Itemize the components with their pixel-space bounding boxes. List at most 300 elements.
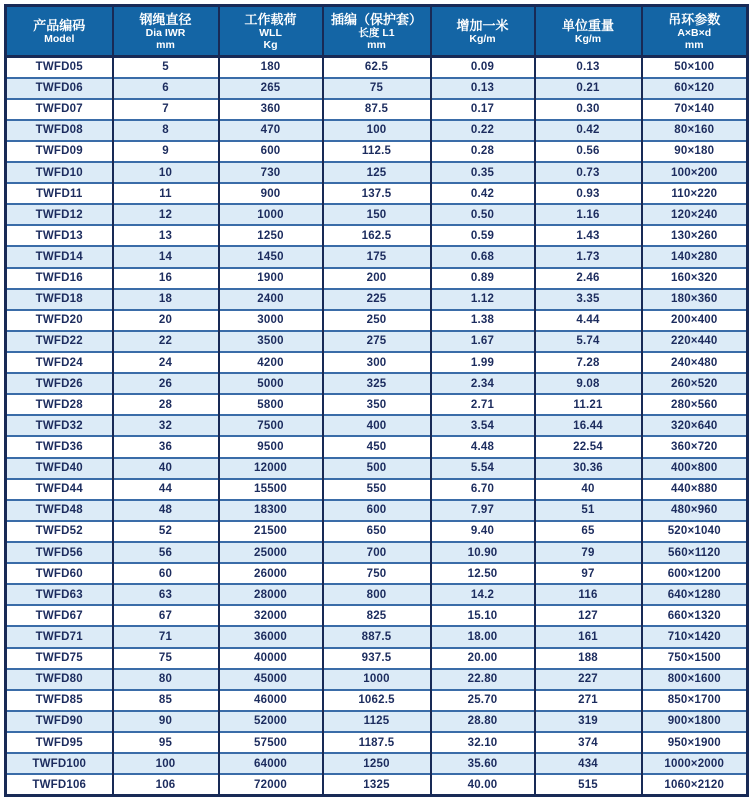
cell-unit-weight: 9.08	[535, 373, 642, 394]
cell-unit-weight: 22.54	[535, 436, 642, 457]
table-row	[6, 162, 748, 183]
table-row	[6, 542, 748, 563]
cell-splice-length: 112.5	[323, 141, 431, 162]
cell-splice-length: 350	[323, 394, 431, 415]
cell-eye-size: 220×440	[642, 331, 748, 352]
cell-unit-weight: 5.74	[535, 331, 642, 352]
cell-splice-length: 700	[323, 542, 431, 563]
col-header-unit-weight	[535, 6, 642, 57]
table-row	[6, 436, 748, 457]
cell-model: TWFD106	[6, 774, 113, 795]
cell-dia: 20	[113, 310, 219, 331]
cell-add-per-meter: 0.35	[431, 162, 535, 183]
cell-unit-weight: 3.35	[535, 289, 642, 310]
cell-model: TWFD95	[6, 732, 113, 753]
cell-dia: 8	[113, 120, 219, 141]
cell-wll: 21500	[219, 521, 323, 542]
cell-unit-weight: 271	[535, 690, 642, 711]
cell-add-per-meter: 15.10	[431, 605, 535, 626]
cell-wll: 64000	[219, 753, 323, 774]
cell-wll: 12000	[219, 458, 323, 479]
cell-wll: 52000	[219, 711, 323, 732]
cell-dia: 5	[113, 57, 219, 78]
col-header-model	[6, 6, 113, 57]
cell-wll: 3000	[219, 310, 323, 331]
cell-add-per-meter: 2.71	[431, 394, 535, 415]
cell-eye-size: 400×800	[642, 458, 748, 479]
table-row	[6, 99, 748, 120]
cell-splice-length: 75	[323, 78, 431, 99]
cell-add-per-meter: 1.38	[431, 310, 535, 331]
cell-wll: 180	[219, 57, 323, 78]
table-row	[6, 774, 748, 795]
table-row	[6, 373, 748, 394]
cell-dia: 85	[113, 690, 219, 711]
col-header-dia	[113, 6, 219, 57]
cell-model: TWFD24	[6, 352, 113, 373]
table-row	[6, 648, 748, 669]
cell-unit-weight: 0.42	[535, 120, 642, 141]
cell-model: TWFD26	[6, 373, 113, 394]
cell-wll: 46000	[219, 690, 323, 711]
cell-wll: 265	[219, 78, 323, 99]
cell-wll: 600	[219, 141, 323, 162]
cell-model: TWFD71	[6, 626, 113, 647]
cell-wll: 57500	[219, 732, 323, 753]
table-row	[6, 753, 748, 774]
cell-splice-length: 825	[323, 605, 431, 626]
cell-eye-size: 560×1120	[642, 542, 748, 563]
table-row	[6, 225, 748, 246]
cell-model: TWFD44	[6, 479, 113, 500]
col-header-wll-line: Kg	[263, 38, 278, 51]
cell-eye-size: 900×1800	[642, 711, 748, 732]
cell-wll: 3500	[219, 331, 323, 352]
cell-splice-length: 200	[323, 268, 431, 289]
cell-model: TWFD60	[6, 563, 113, 584]
cell-unit-weight: 1.73	[535, 246, 642, 267]
cell-eye-size: 710×1420	[642, 626, 748, 647]
cell-wll: 1450	[219, 246, 323, 267]
cell-unit-weight: 0.93	[535, 183, 642, 204]
cell-model: TWFD52	[6, 521, 113, 542]
cell-add-per-meter: 1.99	[431, 352, 535, 373]
cell-wll: 900	[219, 183, 323, 204]
cell-add-per-meter: 4.48	[431, 436, 535, 457]
cell-unit-weight: 161	[535, 626, 642, 647]
cell-wll: 40000	[219, 648, 323, 669]
cell-add-per-meter: 5.54	[431, 458, 535, 479]
cell-eye-size: 110×220	[642, 183, 748, 204]
cell-add-per-meter: 1.12	[431, 289, 535, 310]
table-row	[6, 500, 748, 521]
cell-eye-size: 360×720	[642, 436, 748, 457]
cell-model: TWFD40	[6, 458, 113, 479]
col-header-wll	[219, 6, 323, 57]
cell-splice-length: 650	[323, 521, 431, 542]
col-header-eye-size	[642, 6, 748, 57]
cell-dia: 95	[113, 732, 219, 753]
cell-wll: 1000	[219, 204, 323, 225]
col-header-eye-size-line: A×B×d	[677, 26, 712, 39]
cell-model: TWFD07	[6, 99, 113, 120]
cell-model: TWFD09	[6, 141, 113, 162]
cell-eye-size: 140×280	[642, 246, 748, 267]
cell-unit-weight: 0.21	[535, 78, 642, 99]
table-row	[6, 415, 748, 436]
cell-eye-size: 100×200	[642, 162, 748, 183]
cell-unit-weight: 2.46	[535, 268, 642, 289]
cell-wll: 5000	[219, 373, 323, 394]
cell-model: TWFD36	[6, 436, 113, 457]
cell-eye-size: 480×960	[642, 500, 748, 521]
table-row	[6, 57, 748, 78]
cell-splice-length: 450	[323, 436, 431, 457]
cell-add-per-meter: 0.17	[431, 99, 535, 120]
cell-wll: 26000	[219, 563, 323, 584]
cell-add-per-meter: 3.54	[431, 415, 535, 436]
cell-unit-weight: 65	[535, 521, 642, 542]
cell-model: TWFD100	[6, 753, 113, 774]
cell-add-per-meter: 0.50	[431, 204, 535, 225]
cell-model: TWFD05	[6, 57, 113, 78]
cell-splice-length: 937.5	[323, 648, 431, 669]
table-body	[6, 57, 748, 796]
cell-dia: 80	[113, 669, 219, 690]
cell-wll: 470	[219, 120, 323, 141]
cell-eye-size: 280×560	[642, 394, 748, 415]
cell-unit-weight: 116	[535, 584, 642, 605]
cell-unit-weight: 0.13	[535, 57, 642, 78]
cell-model: TWFD18	[6, 289, 113, 310]
col-header-unit-weight-line: 单位重量	[561, 17, 614, 33]
table-row	[6, 669, 748, 690]
cell-eye-size: 660×1320	[642, 605, 748, 626]
header-row	[6, 6, 748, 57]
table-row	[6, 183, 748, 204]
cell-wll: 2400	[219, 289, 323, 310]
table-header	[6, 6, 748, 57]
cell-dia: 44	[113, 479, 219, 500]
cell-eye-size: 1060×2120	[642, 774, 748, 795]
cell-eye-size: 80×160	[642, 120, 748, 141]
cell-model: TWFD85	[6, 690, 113, 711]
cell-splice-length: 62.5	[323, 57, 431, 78]
table-row	[6, 711, 748, 732]
cell-splice-length: 150	[323, 204, 431, 225]
cell-unit-weight: 127	[535, 605, 642, 626]
cell-add-per-meter: 2.34	[431, 373, 535, 394]
cell-unit-weight: 319	[535, 711, 642, 732]
cell-add-per-meter: 40.00	[431, 774, 535, 795]
cell-splice-length: 137.5	[323, 183, 431, 204]
cell-unit-weight: 79	[535, 542, 642, 563]
cell-add-per-meter: 12.50	[431, 563, 535, 584]
cell-unit-weight: 40	[535, 479, 642, 500]
cell-dia: 14	[113, 246, 219, 267]
cell-add-per-meter: 32.10	[431, 732, 535, 753]
col-header-dia-line: mm	[156, 38, 175, 51]
spec-table	[4, 4, 749, 797]
col-header-splice-length-line: 插编（保护套）	[330, 11, 422, 27]
cell-dia: 13	[113, 225, 219, 246]
cell-wll: 1250	[219, 225, 323, 246]
table-row	[6, 626, 748, 647]
cell-model: TWFD06	[6, 78, 113, 99]
cell-unit-weight: 188	[535, 648, 642, 669]
cell-splice-length: 125	[323, 162, 431, 183]
cell-dia: 22	[113, 331, 219, 352]
col-header-dia-line: 钢绳直径	[139, 11, 192, 27]
cell-add-per-meter: 22.80	[431, 669, 535, 690]
table-row	[6, 246, 748, 267]
cell-splice-length: 750	[323, 563, 431, 584]
cell-dia: 90	[113, 711, 219, 732]
cell-dia: 9	[113, 141, 219, 162]
cell-wll: 9500	[219, 436, 323, 457]
cell-dia: 6	[113, 78, 219, 99]
cell-add-per-meter: 0.28	[431, 141, 535, 162]
cell-model: TWFD14	[6, 246, 113, 267]
cell-splice-length: 1325	[323, 774, 431, 795]
cell-splice-length: 250	[323, 310, 431, 331]
cell-splice-length: 500	[323, 458, 431, 479]
col-header-add-per-meter	[431, 6, 535, 57]
cell-add-per-meter: 10.90	[431, 542, 535, 563]
table-row	[6, 563, 748, 584]
cell-eye-size: 520×1040	[642, 521, 748, 542]
cell-eye-size: 950×1900	[642, 732, 748, 753]
cell-dia: 60	[113, 563, 219, 584]
cell-add-per-meter: 20.00	[431, 648, 535, 669]
table-row	[6, 331, 748, 352]
cell-splice-length: 100	[323, 120, 431, 141]
table-row	[6, 204, 748, 225]
cell-eye-size: 750×1500	[642, 648, 748, 669]
cell-wll: 32000	[219, 605, 323, 626]
cell-dia: 18	[113, 289, 219, 310]
cell-add-per-meter: 25.70	[431, 690, 535, 711]
table-row	[6, 479, 748, 500]
cell-eye-size: 260×520	[642, 373, 748, 394]
cell-dia: 11	[113, 183, 219, 204]
cell-splice-length: 162.5	[323, 225, 431, 246]
cell-dia: 56	[113, 542, 219, 563]
cell-splice-length: 275	[323, 331, 431, 352]
col-header-model-line: 产品编码	[33, 17, 86, 33]
cell-add-per-meter: 6.70	[431, 479, 535, 500]
cell-add-per-meter: 0.09	[431, 57, 535, 78]
cell-wll: 4200	[219, 352, 323, 373]
cell-dia: 106	[113, 774, 219, 795]
table-row	[6, 690, 748, 711]
cell-unit-weight: 97	[535, 563, 642, 584]
cell-unit-weight: 4.44	[535, 310, 642, 331]
cell-splice-length: 1187.5	[323, 732, 431, 753]
cell-eye-size: 60×120	[642, 78, 748, 99]
cell-wll: 5800	[219, 394, 323, 415]
cell-model: TWFD32	[6, 415, 113, 436]
cell-model: TWFD75	[6, 648, 113, 669]
cell-unit-weight: 0.73	[535, 162, 642, 183]
cell-add-per-meter: 18.00	[431, 626, 535, 647]
table-row	[6, 521, 748, 542]
cell-dia: 24	[113, 352, 219, 373]
cell-add-per-meter: 0.59	[431, 225, 535, 246]
cell-add-per-meter: 28.80	[431, 711, 535, 732]
cell-dia: 16	[113, 268, 219, 289]
cell-wll: 45000	[219, 669, 323, 690]
cell-unit-weight: 11.21	[535, 394, 642, 415]
table-row	[6, 78, 748, 99]
cell-model: TWFD22	[6, 331, 113, 352]
cell-wll: 72000	[219, 774, 323, 795]
cell-unit-weight: 374	[535, 732, 642, 753]
cell-dia: 48	[113, 500, 219, 521]
cell-dia: 63	[113, 584, 219, 605]
cell-splice-length: 1125	[323, 711, 431, 732]
cell-add-per-meter: 0.68	[431, 246, 535, 267]
cell-splice-length: 175	[323, 246, 431, 267]
cell-splice-length: 225	[323, 289, 431, 310]
cell-model: TWFD16	[6, 268, 113, 289]
cell-splice-length: 300	[323, 352, 431, 373]
cell-dia: 36	[113, 436, 219, 457]
cell-splice-length: 1250	[323, 753, 431, 774]
cell-splice-length: 400	[323, 415, 431, 436]
cell-dia: 32	[113, 415, 219, 436]
cell-eye-size: 320×640	[642, 415, 748, 436]
cell-eye-size: 640×1280	[642, 584, 748, 605]
table-row	[6, 141, 748, 162]
col-header-wll-line: WLL	[259, 26, 282, 39]
cell-model: TWFD56	[6, 542, 113, 563]
cell-eye-size: 180×360	[642, 289, 748, 310]
cell-unit-weight: 1.43	[535, 225, 642, 246]
cell-eye-size: 800×1600	[642, 669, 748, 690]
cell-wll: 360	[219, 99, 323, 120]
cell-unit-weight: 30.36	[535, 458, 642, 479]
cell-splice-length: 600	[323, 500, 431, 521]
cell-wll: 15500	[219, 479, 323, 500]
table-row	[6, 289, 748, 310]
cell-unit-weight: 51	[535, 500, 642, 521]
cell-add-per-meter: 14.2	[431, 584, 535, 605]
cell-splice-length: 87.5	[323, 99, 431, 120]
cell-add-per-meter: 35.60	[431, 753, 535, 774]
cell-unit-weight: 7.28	[535, 352, 642, 373]
cell-eye-size: 50×100	[642, 57, 748, 78]
col-header-wll-line: 工作载荷	[244, 11, 297, 27]
cell-unit-weight: 0.30	[535, 99, 642, 120]
table-row	[6, 584, 748, 605]
cell-eye-size: 70×140	[642, 99, 748, 120]
cell-eye-size: 1000×2000	[642, 753, 748, 774]
cell-dia: 12	[113, 204, 219, 225]
cell-splice-length: 887.5	[323, 626, 431, 647]
cell-model: TWFD20	[6, 310, 113, 331]
cell-dia: 67	[113, 605, 219, 626]
cell-model: TWFD90	[6, 711, 113, 732]
cell-unit-weight: 434	[535, 753, 642, 774]
cell-eye-size: 90×180	[642, 141, 748, 162]
cell-model: TWFD10	[6, 162, 113, 183]
cell-eye-size: 440×880	[642, 479, 748, 500]
cell-splice-length: 325	[323, 373, 431, 394]
cell-wll: 7500	[219, 415, 323, 436]
table-row	[6, 352, 748, 373]
cell-add-per-meter: 7.97	[431, 500, 535, 521]
cell-dia: 26	[113, 373, 219, 394]
col-header-splice-length-line: mm	[367, 38, 386, 51]
table-row	[6, 268, 748, 289]
cell-wll: 36000	[219, 626, 323, 647]
cell-add-per-meter: 0.22	[431, 120, 535, 141]
cell-eye-size: 120×240	[642, 204, 748, 225]
cell-model: TWFD28	[6, 394, 113, 415]
cell-add-per-meter: 0.89	[431, 268, 535, 289]
cell-splice-length: 1062.5	[323, 690, 431, 711]
col-header-eye-size-line: mm	[684, 38, 704, 51]
cell-eye-size: 600×1200	[642, 563, 748, 584]
cell-unit-weight: 515	[535, 774, 642, 795]
cell-unit-weight: 227	[535, 669, 642, 690]
cell-wll: 18300	[219, 500, 323, 521]
cell-eye-size: 160×320	[642, 268, 748, 289]
cell-splice-length: 800	[323, 584, 431, 605]
cell-wll: 25000	[219, 542, 323, 563]
table-row	[6, 732, 748, 753]
cell-wll: 1900	[219, 268, 323, 289]
cell-model: TWFD67	[6, 605, 113, 626]
table-row	[6, 605, 748, 626]
cell-model: TWFD08	[6, 120, 113, 141]
cell-eye-size: 200×400	[642, 310, 748, 331]
cell-dia: 100	[113, 753, 219, 774]
cell-splice-length: 1000	[323, 669, 431, 690]
col-header-splice-length	[323, 6, 431, 57]
cell-model: TWFD13	[6, 225, 113, 246]
cell-unit-weight: 1.16	[535, 204, 642, 225]
table-row	[6, 394, 748, 415]
cell-wll: 28000	[219, 584, 323, 605]
col-header-model-line: Model	[44, 32, 75, 45]
cell-add-per-meter: 0.13	[431, 78, 535, 99]
cell-add-per-meter: 1.67	[431, 331, 535, 352]
cell-model: TWFD63	[6, 584, 113, 605]
cell-dia: 28	[113, 394, 219, 415]
col-header-eye-size-line: 吊环参数	[668, 11, 721, 27]
cell-dia: 10	[113, 162, 219, 183]
cell-dia: 71	[113, 626, 219, 647]
cell-model: TWFD80	[6, 669, 113, 690]
col-header-unit-weight-line: Kg/m	[574, 32, 602, 45]
col-header-add-per-meter-line: Kg/m	[469, 32, 496, 45]
table-row	[6, 120, 748, 141]
table-row	[6, 458, 748, 479]
cell-model: TWFD12	[6, 204, 113, 225]
cell-unit-weight: 0.56	[535, 141, 642, 162]
cell-unit-weight: 16.44	[535, 415, 642, 436]
table-row	[6, 310, 748, 331]
cell-wll: 730	[219, 162, 323, 183]
cell-add-per-meter: 0.42	[431, 183, 535, 204]
col-header-add-per-meter-line: 增加一米	[456, 17, 509, 33]
cell-model: TWFD48	[6, 500, 113, 521]
cell-dia: 52	[113, 521, 219, 542]
cell-dia: 75	[113, 648, 219, 669]
col-header-splice-length-line: 长度 L1	[358, 26, 395, 39]
